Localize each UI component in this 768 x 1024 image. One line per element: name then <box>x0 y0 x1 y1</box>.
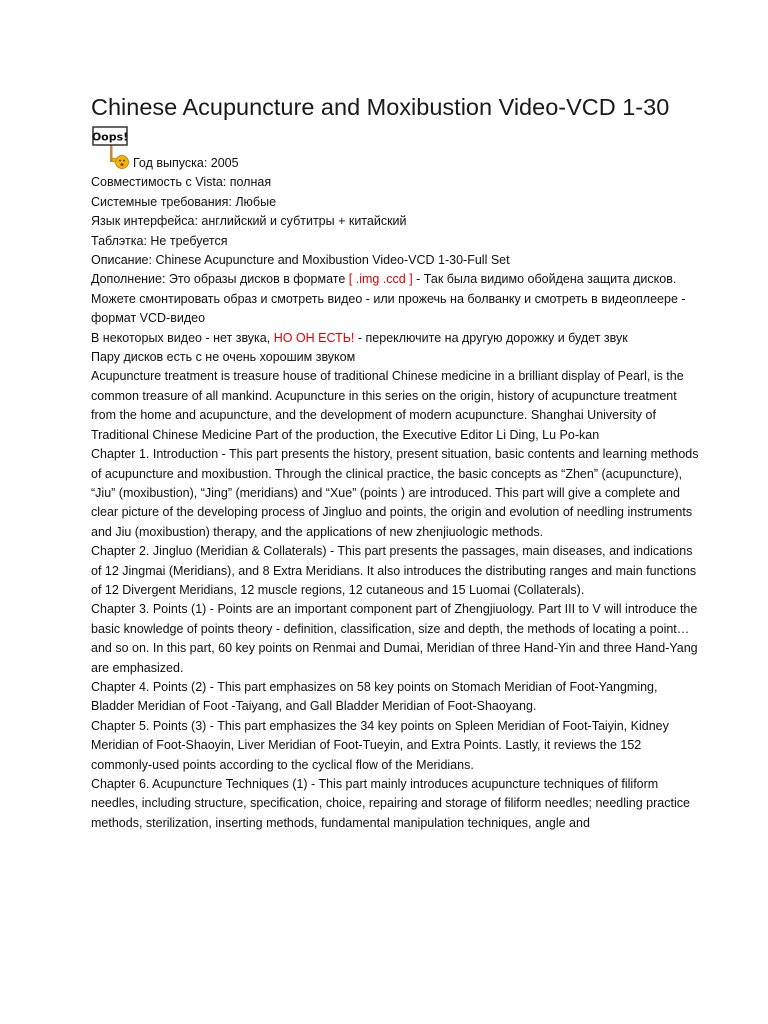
paragraph-chapter-1: Chapter 1. Introduction - This part presents the history, present situation, basic contents and learning methods of acupuncture and moxibustion. Through the clinical practice, the basic concepts as “Zhen” (acupuncture), “Jiu” (moxibustion), “Jing” (meridians) and “Xue” (points ) are introduced. This part will give a complete and clear picture of the developing process of Jingluo and points, the origin and evolution of needling instruments and Jiu (moxibustion) therapy, and the applications of new zhenjiuologic methods. <box>91 447 699 539</box>
paragraph-chapter-2: Chapter 2. Jingluo (Meridian & Collaterals) - This part presents the passages, main diseases, and indications of 12 Jingmai (Meridians), and 8 Extra Meridians. It also introduces the distributing ranges and main functions of 12 Divergent Meridians, 12 muscle regions, 12 cutaneous and 15 Luomai (Collaterals). <box>91 544 697 597</box>
sound-prefix: В некоторых видео - нет звука, <box>91 330 274 345</box>
sound-suffix: - переключите на другую дорожку и будет звук <box>354 330 628 345</box>
addition-formats: [ .img .ccd ] <box>348 272 413 287</box>
info-tablet: Таблэтка: Не требуется <box>91 233 228 248</box>
info-description: Описание: Chinese Acupuncture and Moxibustion Video-VCD 1-30-Full Set <box>91 253 510 268</box>
paragraph-chapter-6: Chapter 6. Acupuncture Techniques (1) - This part mainly introduces acupuncture techniques of filiform needles, including structure, specification, choice, repairing and storage of filiform needles; needling practice methods, sterilization, inserting methods, fundamental manipulation techniques, angle and <box>91 777 690 830</box>
oops-sign-text: Oops! <box>92 130 129 144</box>
info-vista: Совместимость с Vista: полная <box>91 175 272 190</box>
paragraph-intro: Acupuncture treatment is treasure house of traditional Chinese medicine in a brilliant display of Pearl, is the common treasure of all mankind. Acupuncture in this series on the origin, history of acupuncture treatment from the home and acupuncture, and the development of modern acupuncture. Shanghai University of Traditional Chinese Medicine Part of the production, the Executive Editor Li Ding, Lu Po-kan <box>91 369 684 442</box>
info-requirements: Системные требования: Любые <box>91 194 277 209</box>
paragraph-chapter-3: Chapter 3. Points (1) - Points are an important component part of Zhengjiuology. Part III to V will introduce the basic knowledge of points theory - definition, classification, size and depth, the methods of locating a point… and so on. In this part, 60 key points on Renmai and Dumai, Meridian of three Hand-Yin and three Hand-Yang are emphasized. <box>91 602 698 675</box>
sound-highlight: НО ОН ЕСТЬ! <box>273 330 355 345</box>
document-body <box>91 154 701 833</box>
info-language: Язык интерфейса: английский и субтитры + китайский <box>91 214 407 229</box>
addition-suffix: - Так была видимо обойдена защита дисков. <box>412 272 677 287</box>
info-mount: Можете смонтировать образ и смотреть видео - или прожечь на болванку и смотреть в видеоплеере - формат VCD-видео <box>91 291 686 326</box>
info-bad-sound: Пару дисков есть с не очень хорошим звуком <box>91 350 356 365</box>
paragraph-chapter-4: Chapter 4. Points (2) - This part emphasizes on 58 key points on Stomach Meridian of Foot-Yangming, Bladder Meridian of Foot -Taiyang, and Gall Bladder Meridian of Foot-Shaoyang. <box>91 679 658 714</box>
paragraph-chapter-5: Chapter 5. Points (3) - This part emphasizes the 34 key points on Spleen Meridian of Foot-Taiyin, Kidney Meridian of Foot-Shaoyin, Liver Meridian of Foot-Tueyin, and Extra Points. Lastly, it reviews the 152 commonly-used points according to the cyclical flow of the Meridians. <box>91 718 669 772</box>
info-addition <box>91 270 701 289</box>
info-sound <box>91 329 701 348</box>
addition-prefix: Дополнение: Это образы дисков в формате <box>91 272 349 287</box>
page-title: Chinese Acupuncture and Moxibustion Video-VCD 1-30 <box>91 94 670 120</box>
info-year: Год выпуска: 2005 <box>133 156 239 170</box>
